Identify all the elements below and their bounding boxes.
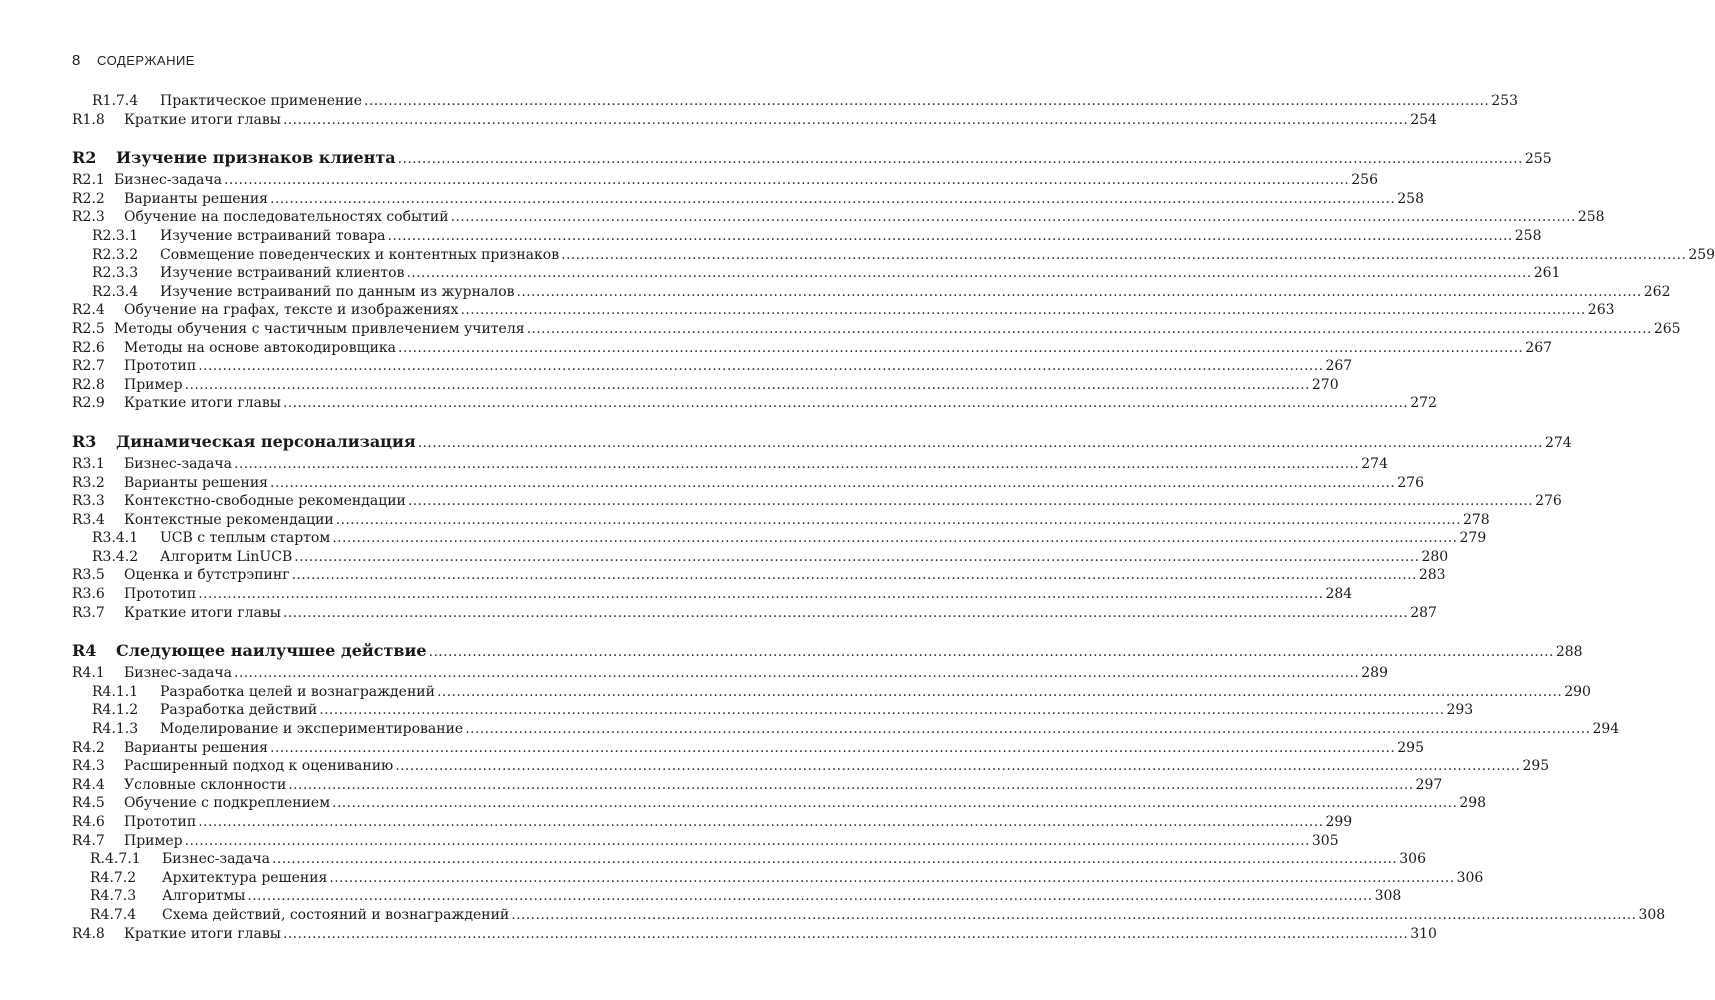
toc-entry[interactable] bbox=[72, 850, 1426, 869]
toc-entry[interactable] bbox=[72, 492, 1562, 511]
toc-entry-title: Обучение на последовательностях событий bbox=[124, 209, 449, 226]
toc-entry-page: 270 bbox=[1311, 376, 1339, 393]
toc-entry-title: Динамическая персонализация bbox=[116, 431, 416, 451]
toc-entry-page: 287 bbox=[1410, 604, 1437, 621]
toc-entry-title: UCB с теплым стартом bbox=[160, 530, 331, 547]
toc-entry-page: 283 bbox=[1418, 567, 1446, 584]
toc-entry-number: R2.3.1 bbox=[92, 227, 139, 244]
toc-leader-dots bbox=[332, 529, 1457, 548]
toc-entry-title: Обучение на графах, тексте и изображениях bbox=[124, 302, 459, 319]
toc-entry-page: 289 bbox=[1361, 665, 1388, 682]
toc-entry[interactable] bbox=[72, 739, 1424, 758]
toc-entry[interactable] bbox=[72, 925, 1437, 944]
toc-entry[interactable] bbox=[72, 264, 1561, 283]
toc-entry-number: R4.1.1 bbox=[92, 683, 139, 700]
toc-entry-number: R3.1 bbox=[72, 455, 105, 472]
toc-entry-page: 276 bbox=[1535, 493, 1562, 510]
toc-entry[interactable] bbox=[72, 111, 1437, 130]
toc-entry-page: 280 bbox=[1421, 548, 1449, 565]
toc-chapter-entry[interactable] bbox=[72, 431, 1572, 452]
toc-leader-dots bbox=[461, 301, 1586, 320]
toc-entry-number: R4.7.4 bbox=[90, 906, 137, 923]
toc-entry-title: Условные склонности bbox=[124, 776, 287, 793]
toc-entry-number: R4.5 bbox=[72, 795, 105, 812]
toc-entry-number: R2.3 bbox=[72, 209, 105, 226]
toc-entry-title: Архитектура решения bbox=[162, 869, 328, 886]
toc-entry-page: 272 bbox=[1410, 395, 1437, 412]
toc-leader-dots bbox=[398, 149, 1523, 169]
toc-entry-page: 262 bbox=[1643, 283, 1671, 300]
toc-entry[interactable] bbox=[72, 664, 1388, 683]
toc-entry-number: R1.7.4 bbox=[92, 93, 139, 109]
toc-entry[interactable] bbox=[72, 339, 1553, 358]
toc-entry-number: R2.4 bbox=[72, 302, 105, 319]
toc-leader-dots bbox=[294, 548, 1419, 567]
toc-leader-dots bbox=[270, 190, 1395, 209]
toc-entry-title: Разработка действий bbox=[160, 702, 318, 719]
toc-entry-number: R2.8 bbox=[72, 376, 105, 393]
toc-entry-page: 306 bbox=[1456, 869, 1484, 886]
toc-entry[interactable] bbox=[72, 246, 1715, 265]
toc-entry-title: Пример bbox=[124, 376, 183, 393]
toc-entry[interactable] bbox=[72, 701, 1474, 720]
toc-entry[interactable] bbox=[72, 376, 1339, 395]
toc-entry-number: R.4.7.1 bbox=[90, 851, 141, 868]
toc-entry-page: 261 bbox=[1533, 265, 1561, 282]
toc-entry[interactable] bbox=[72, 320, 1681, 339]
toc-entry-title: Оценка и бутстрэпинг bbox=[124, 567, 290, 584]
toc-entry[interactable] bbox=[72, 794, 1487, 813]
toc-entry-page: 295 bbox=[1522, 758, 1550, 775]
toc-entry-number: R4.7.2 bbox=[90, 869, 137, 886]
toc-leader-dots bbox=[270, 474, 1395, 493]
toc-entry-title: Схема действий, состояний и вознаграждений bbox=[162, 906, 510, 923]
toc-entry[interactable] bbox=[72, 283, 1671, 302]
toc-entry-title: Прототип bbox=[124, 814, 197, 830]
toc-entry-page: 308 bbox=[1374, 888, 1402, 905]
running-title: СОДЕРЖАНИЕ bbox=[96, 53, 195, 68]
toc-entry[interactable] bbox=[72, 394, 1437, 413]
toc-entry-number: R2.3.3 bbox=[92, 265, 139, 282]
toc-entry-title: Бизнес-задача bbox=[124, 665, 232, 682]
toc-leader-dots bbox=[517, 283, 1642, 302]
toc-entry-page: 265 bbox=[1653, 320, 1681, 337]
toc-entry[interactable] bbox=[72, 869, 1484, 888]
toc-entry-page: 259 bbox=[1688, 246, 1715, 263]
toc-entry-title: Контекстные рекомендации bbox=[124, 511, 334, 528]
toc-leader-dots bbox=[561, 246, 1686, 265]
toc-leader-dots bbox=[511, 906, 1636, 925]
toc-entry-page: 274 bbox=[1544, 434, 1572, 451]
toc-leader-dots bbox=[319, 701, 1444, 720]
toc-entry-page: 295 bbox=[1397, 739, 1424, 756]
toc-entry-page: 267 bbox=[1325, 358, 1353, 375]
toc-leader-dots bbox=[234, 664, 1359, 683]
toc-entry-number: R3.4.1 bbox=[92, 530, 139, 547]
toc-leader-dots bbox=[437, 683, 1562, 702]
toc-entry-number: R3 bbox=[72, 431, 97, 451]
toc-entry[interactable] bbox=[72, 474, 1424, 493]
toc-entry-page: 254 bbox=[1410, 111, 1437, 128]
toc-entry-number: R2.5 bbox=[72, 320, 105, 337]
toc-leader-dots bbox=[398, 339, 1523, 358]
toc-leader-dots bbox=[364, 92, 1489, 111]
toc-chapter-entry[interactable] bbox=[72, 641, 1583, 661]
toc-entry-title: Обучение с подкреплением bbox=[124, 795, 331, 812]
toc-entry-title: Варианты решения bbox=[124, 739, 268, 756]
toc-entry[interactable] bbox=[72, 776, 1443, 795]
toc-entry-number: R2.9 bbox=[72, 395, 105, 412]
toc-entry-page: 278 bbox=[1462, 511, 1490, 528]
toc-entry-title: Краткие итоги главы bbox=[124, 395, 281, 412]
toc-entry[interactable] bbox=[72, 585, 1353, 604]
toc-entry-number: R2.3.2 bbox=[92, 246, 139, 263]
toc-entry[interactable] bbox=[72, 548, 1449, 567]
toc-entry-number: R2.6 bbox=[72, 339, 105, 356]
toc-entry-title: Изучение встраиваний товара bbox=[160, 227, 386, 244]
toc-entry-number: R3.4.2 bbox=[92, 548, 139, 565]
toc-entry[interactable] bbox=[72, 832, 1339, 851]
toc-entry-page: 294 bbox=[1592, 721, 1620, 738]
toc-leader-dots bbox=[336, 511, 1461, 530]
toc-entry-number: R3.2 bbox=[72, 474, 105, 491]
toc-entry-number: R4.4 bbox=[72, 776, 105, 793]
toc-leader-dots bbox=[395, 757, 1520, 776]
toc-entry[interactable] bbox=[72, 357, 1353, 376]
toc-leader-dots bbox=[234, 455, 1359, 474]
toc-entry[interactable] bbox=[72, 511, 1490, 530]
toc-entry-title: Методы обучения с частичным привлечением учителя bbox=[114, 320, 525, 337]
toc-entry[interactable] bbox=[72, 683, 1591, 702]
toc-entry-page: 290 bbox=[1564, 683, 1591, 700]
toc-leader-dots bbox=[388, 227, 1513, 246]
toc-leader-dots bbox=[185, 376, 1310, 395]
toc-entry-number: R3.7 bbox=[72, 604, 105, 621]
toc-leader-dots bbox=[198, 585, 1323, 604]
toc-entry[interactable] bbox=[72, 301, 1615, 320]
toc-entry[interactable] bbox=[72, 529, 1487, 548]
toc-entry-title: Методы на основе автокодировщика bbox=[124, 339, 397, 356]
toc-entry-page: 293 bbox=[1446, 702, 1474, 719]
toc-entry-number: R4.1.2 bbox=[92, 702, 139, 719]
toc-leader-dots bbox=[451, 208, 1576, 227]
toc-entry[interactable] bbox=[72, 171, 1378, 190]
toc-leader-dots bbox=[185, 832, 1310, 851]
toc-entry-number: R4.3 bbox=[72, 758, 105, 775]
toc-entry-number: R3.5 bbox=[72, 567, 105, 584]
toc-entry-number: R4.1.3 bbox=[92, 721, 139, 738]
toc-leader-dots bbox=[283, 925, 1408, 944]
toc-entry-page: 288 bbox=[1555, 644, 1583, 661]
toc-entry[interactable] bbox=[72, 566, 1446, 585]
toc-entry-number: R4.6 bbox=[72, 814, 105, 830]
toc-entry-number: R2 bbox=[72, 148, 97, 168]
toc-entry-page: 279 bbox=[1459, 530, 1487, 547]
toc-leader-dots bbox=[292, 566, 1417, 585]
running-header bbox=[72, 52, 195, 69]
toc-leader-dots bbox=[329, 869, 1454, 888]
toc-entry-page: 267 bbox=[1525, 339, 1553, 356]
toc-entry[interactable] bbox=[72, 604, 1437, 623]
toc-entry-page: 274 bbox=[1361, 455, 1388, 472]
toc-entry[interactable] bbox=[72, 455, 1388, 474]
toc-entry-page: 306 bbox=[1399, 851, 1426, 868]
toc-entry-number: R4.7.3 bbox=[90, 888, 137, 905]
toc-entry-page: 298 bbox=[1459, 795, 1487, 812]
toc-leader-dots bbox=[527, 320, 1652, 339]
toc-entry-title: Изучение признаков клиента bbox=[116, 148, 396, 168]
toc-entry-number: R4.1 bbox=[72, 665, 105, 682]
toc-leader-dots bbox=[332, 794, 1457, 813]
toc-entry-number: R4 bbox=[72, 641, 97, 661]
toc-entry-title: Совмещение поведенческих и контентных признаков bbox=[160, 246, 560, 263]
toc-entry-title: Изучение встраиваний клиентов bbox=[160, 265, 405, 282]
toc-entry-page: 256 bbox=[1351, 172, 1378, 189]
toc-entry[interactable] bbox=[72, 92, 1518, 111]
toc-entry-number: R2.7 bbox=[72, 358, 105, 375]
toc-entry-title: Бизнес-задача bbox=[114, 172, 222, 189]
toc-entry[interactable] bbox=[72, 190, 1424, 209]
toc-leader-dots bbox=[247, 887, 1372, 906]
toc-entry[interactable] bbox=[72, 757, 1550, 776]
toc-leader-dots bbox=[288, 776, 1413, 795]
toc-entry-number: R3.4 bbox=[72, 511, 105, 528]
toc-entry-page: 263 bbox=[1587, 302, 1615, 319]
toc-entry[interactable] bbox=[72, 227, 1542, 246]
toc-entry-title: Алгоритмы bbox=[162, 888, 246, 905]
toc-entry-page: 258 bbox=[1514, 227, 1542, 244]
toc-entry-title: Контекстно-свободные рекомендации bbox=[124, 493, 406, 510]
toc-entry-number: R3.3 bbox=[72, 493, 105, 510]
toc-entry-title: Прототип bbox=[124, 586, 197, 603]
toc-entry-title: Бизнес-задача bbox=[162, 851, 270, 868]
toc-entry-page: 258 bbox=[1577, 209, 1605, 226]
toc-entry-page: 255 bbox=[1524, 151, 1552, 168]
toc-leader-dots bbox=[272, 850, 1397, 869]
toc-entry-title: Расширенный подход к оцениванию bbox=[124, 758, 394, 775]
toc-leader-dots bbox=[224, 171, 1349, 190]
toc-entry-page: 284 bbox=[1325, 586, 1353, 603]
toc-leader-dots bbox=[283, 111, 1408, 130]
toc-entry-page: 299 bbox=[1325, 814, 1353, 830]
toc-entry-number: R1.8 bbox=[72, 111, 105, 128]
table-of-contents bbox=[72, 92, 1715, 943]
page-number: 8 bbox=[72, 52, 81, 69]
toc-entry-title: Разработка целей и вознаграждений bbox=[160, 683, 435, 700]
toc-entry-number: R4.2 bbox=[72, 739, 105, 756]
toc-entry-page: 276 bbox=[1397, 474, 1424, 491]
toc-entry-title: Практическое применение bbox=[160, 93, 363, 109]
toc-leader-dots bbox=[270, 739, 1395, 758]
toc-entry-number: R2.3.4 bbox=[92, 283, 139, 300]
toc-leader-dots bbox=[283, 604, 1408, 623]
toc-entry-page: 308 bbox=[1638, 906, 1666, 923]
toc-leader-dots bbox=[283, 394, 1408, 413]
toc-entry-number: R3.6 bbox=[72, 586, 105, 603]
toc-entry-title: Изучение встраиваний по данным из журналов bbox=[160, 283, 515, 300]
toc-entry-title: Варианты решения bbox=[124, 190, 268, 207]
toc-entry-number: R2.1 bbox=[72, 172, 105, 189]
toc-chapter-entry[interactable] bbox=[72, 148, 1552, 168]
toc-entry-number: R2.2 bbox=[72, 190, 105, 207]
toc-entry-number: R4.7 bbox=[72, 832, 105, 849]
toc-entry-number: R4.8 bbox=[72, 925, 105, 942]
toc-entry[interactable] bbox=[72, 887, 1402, 906]
toc-entry-page: 297 bbox=[1415, 776, 1443, 793]
toc-entry-page: 310 bbox=[1410, 925, 1437, 942]
toc-leader-dots bbox=[408, 492, 1533, 511]
toc-entry-title: Краткие итоги главы bbox=[124, 604, 281, 621]
toc-entry[interactable] bbox=[72, 208, 1605, 227]
toc-entry-title: Варианты решения bbox=[124, 474, 268, 491]
toc-entry[interactable] bbox=[72, 813, 1353, 832]
toc-entry[interactable] bbox=[72, 720, 1620, 739]
toc-entry-page: 258 bbox=[1397, 190, 1424, 207]
toc-leader-dots bbox=[198, 357, 1323, 376]
toc-leader-dots bbox=[465, 720, 1590, 739]
toc-leader-dots bbox=[418, 433, 1543, 453]
toc-entry-title: Алгоритм LinUCB bbox=[160, 548, 293, 565]
toc-entry-title: Прототип bbox=[124, 358, 197, 375]
toc-entry[interactable] bbox=[72, 906, 1666, 925]
toc-entry-page: 305 bbox=[1311, 832, 1339, 849]
toc-entry-title: Следующее наилучшее действие bbox=[116, 641, 427, 661]
toc-leader-dots bbox=[198, 813, 1323, 832]
toc-leader-dots bbox=[406, 264, 1531, 283]
toc-entry-page: 253 bbox=[1491, 93, 1518, 109]
toc-entry-title: Краткие итоги главы bbox=[124, 111, 281, 128]
toc-leader-dots bbox=[429, 642, 1554, 662]
toc-entry-title: Бизнес-задача bbox=[124, 455, 232, 472]
toc-entry-title: Моделирование и экспериментирование bbox=[160, 721, 464, 738]
toc-entry-title: Пример bbox=[124, 832, 183, 849]
toc-entry-title: Краткие итоги главы bbox=[124, 925, 281, 942]
